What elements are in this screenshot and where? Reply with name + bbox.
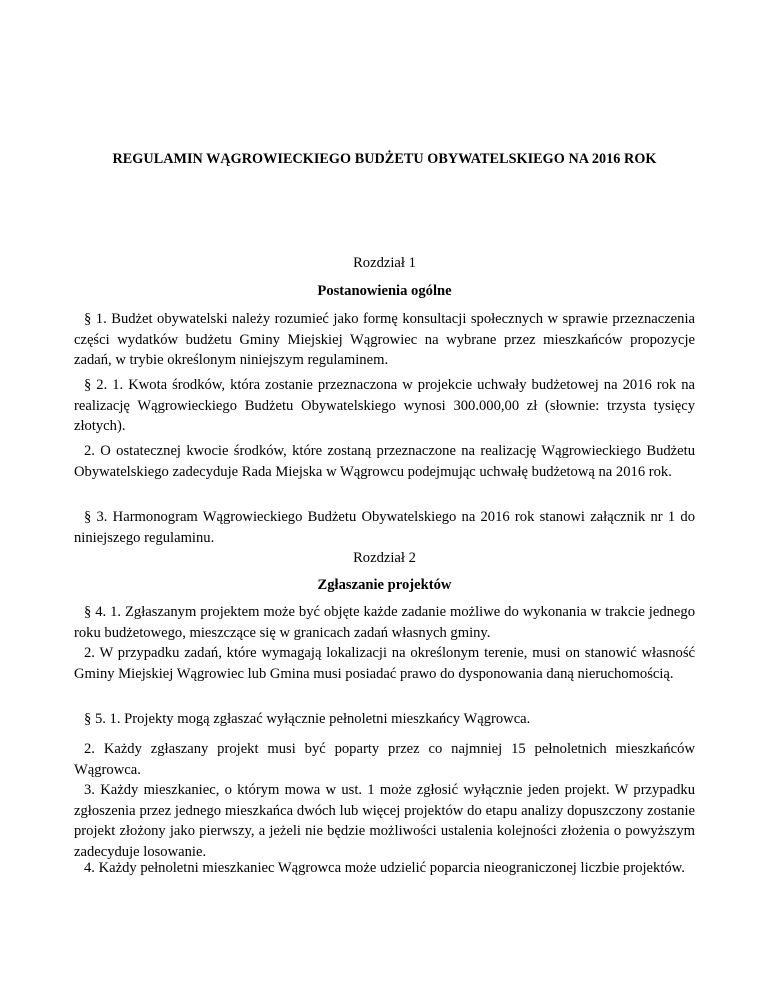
paragraph-5-4: 4. Każdy pełnoletni mieszkaniec Wągrowca może udzielić poparcia nieograniczonej liczbie projektów. [84,860,685,876]
paragraph-1: § 1. Budżet obywatelski należy rozumieć jako formę konsultacji społecznych w sprawie przeznaczenia części wydatków budżetu Gminy Miejskiej Wągrowiec na wybrane przez mieszkańców propozycje zadań, w trybie określonym niniejszym regulaminem. [74,311,695,368]
chapter-1-heading: Postanowienia ogólne [317,283,452,299]
chapter-2-number: Rozdział 2 [353,550,416,566]
chapter-1-number: Rozdział 1 [353,255,416,271]
paragraph-5-2: 2. Każdy zgłaszany projekt musi być poparty przez co najmniej 15 pełnoletnich mieszkańców Wągrowca. [74,741,695,778]
paragraph-2-1: § 2. 1. Kwota środków, która zostanie przeznaczona w projekcie uchwały budżetowej na 2016 rok na realizację Wągrowieckiego Budżetu Obywatelskiego wynosi 300.000,00 zł (słownie: trzysta tysięcy złotych). [74,377,695,434]
paragraph-5-1: § 5. 1. Projekty mogą zgłaszać wyłącznie pełnoletni mieszkańcy Wągrowca. [84,711,531,727]
paragraph-4-2: 2. W przypadku zadań, które wymagają lokalizacji na określonym terenie, musi on stanowić własność Gminy Miejskiej Wągrowiec lub Gmina musi posiadać prawo do dysponowania daną nieruchomością. [74,645,695,682]
paragraph-4-1: § 4. 1. Zgłaszanym projektem może być objęte każde zadanie możliwe do wykonania w trakcie jednego roku budżetowego, mieszczące się w granicach zadań własnych gminy. [74,604,695,641]
paragraph-3: § 3. Harmonogram Wągrowieckiego Budżetu Obywatelskiego na 2016 rok stanowi załącznik nr 1 do niniejszego regulaminu. [74,509,695,546]
paragraph-2-2: 2. O ostatecznej kwocie środków, które zostaną przeznaczone na realizację Wągrowieckiego Budżetu Obywatelskiego zadecyduje Rada Miejska w Wągrowcu podejmując uchwałę budżetową na 2016 rok. [74,443,695,480]
chapter-2-heading: Zgłaszanie projektów [317,577,452,593]
paragraph-5-3: 3. Każdy mieszkaniec, o którym mowa w ust. 1 może zgłosić wyłącznie jeden projekt. W przypadku zgłoszenia przez jednego mieszkańca dwóch lub więcej projektów do etapu analizy dopuszczony zostanie projekt złożony jako pierwszy, a jeżeli nie będzie możliwości ustalenia kolejności złożenia o powyższym zadecyduje losowanie. [74,782,695,860]
document-title: REGULAMIN WĄGROWIECKIEGO BUDŻETU OBYWATELSKIEGO NA 2016 ROK [112,151,657,167]
document-page [74,0,695,994]
